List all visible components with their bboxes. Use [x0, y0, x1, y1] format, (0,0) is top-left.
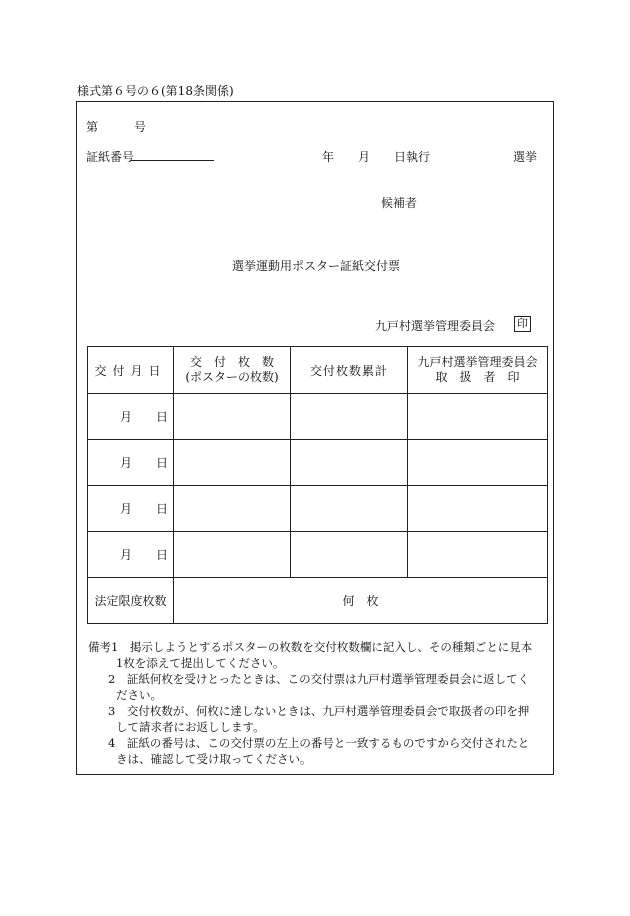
table-row — [88, 394, 548, 440]
note-line: ださい。 — [116, 688, 162, 702]
number-label: 第 号 — [86, 120, 147, 134]
election-label: 選挙 — [513, 150, 538, 164]
cumulative-count-cell[interactable] — [291, 394, 408, 440]
page-title: 選挙運動用ポスター証紙交付票 — [232, 259, 401, 273]
cert-number-field[interactable] — [130, 160, 214, 161]
header-handler-seal — [408, 347, 548, 394]
month-label: 月 — [120, 410, 133, 424]
issue-count-cell[interactable] — [174, 440, 291, 486]
table-row — [88, 440, 548, 486]
issuer-name: 九戸村選挙管理委員会 — [375, 319, 496, 333]
month-day-cell — [88, 486, 174, 532]
handler-seal-cell[interactable] — [408, 532, 548, 578]
note-line: 1枚を添えて提出してください。 — [116, 656, 285, 670]
day-label: 日 — [156, 548, 169, 562]
note-line: 3 交付枚数が、何枚に達しないときは、九戸村選挙管理委員会で取扱者の印を押 — [108, 704, 530, 718]
issue-count-cell[interactable] — [174, 486, 291, 532]
table-row — [88, 532, 548, 578]
handler-seal-cell[interactable] — [408, 394, 548, 440]
header-issue-count-line2: (ポスターの枚数) — [185, 370, 279, 384]
month-day-cell — [88, 394, 174, 440]
cumulative-count-cell[interactable] — [291, 486, 408, 532]
header-cumulative-count: 交付枚数累計 — [291, 347, 408, 394]
header-issue-count-line1: 交 付 枚 数 — [189, 355, 274, 369]
month-label: 月 — [120, 456, 133, 470]
header-issue-date: 交付月日 — [88, 347, 174, 394]
day-label: 日 — [156, 410, 169, 424]
handler-seal-cell[interactable] — [408, 486, 548, 532]
month-day-cell — [88, 532, 174, 578]
month-day-cell — [88, 440, 174, 486]
table-header-row — [88, 347, 548, 394]
table-row — [88, 486, 548, 532]
limit-row — [88, 578, 548, 624]
cert-number-label: 証紙番号 — [86, 150, 135, 164]
candidate-label: 候補者 — [381, 196, 418, 210]
form-label: 様式第６号の６(第18条関係) — [77, 84, 234, 98]
issue-count-cell[interactable] — [174, 394, 291, 440]
issue-count-cell[interactable] — [174, 532, 291, 578]
seal-mark: 印 — [514, 316, 531, 332]
note-line: して請求者にお返しします。 — [116, 720, 265, 734]
issue-table — [87, 346, 548, 624]
header-handler-seal-line1: 九戸村選挙管理委員会 — [417, 355, 538, 369]
limit-value: 何 枚 — [174, 578, 548, 624]
day-label: 日 — [156, 456, 169, 470]
header-issue-count — [174, 347, 291, 394]
cumulative-count-cell[interactable] — [291, 532, 408, 578]
month-label: 月 — [120, 502, 133, 516]
execution-date-label: 年 月 日執行 — [322, 150, 431, 164]
note-line: きは、確認して受け取ってください。 — [116, 752, 312, 766]
month-label: 月 — [120, 548, 133, 562]
note-line: 備考1 掲示しようとするポスターの枚数を交付枚数欄に記入し、その種類ごとに見本 — [88, 640, 533, 654]
cumulative-count-cell[interactable] — [291, 440, 408, 486]
handler-seal-cell[interactable] — [408, 440, 548, 486]
limit-label: 法定限度枚数 — [88, 578, 174, 624]
note-line: 4 証紙の番号は、この交付票の左上の番号と一致するものですから交付されたと — [108, 736, 530, 750]
header-handler-seal-line2: 取 扱 者 印 — [435, 370, 520, 384]
day-label: 日 — [156, 502, 169, 516]
note-line: 2 証紙何枚を受けとったときは、この交付票は九戸村選挙管理委員会に返してく — [108, 672, 530, 686]
notes-section — [88, 639, 548, 767]
